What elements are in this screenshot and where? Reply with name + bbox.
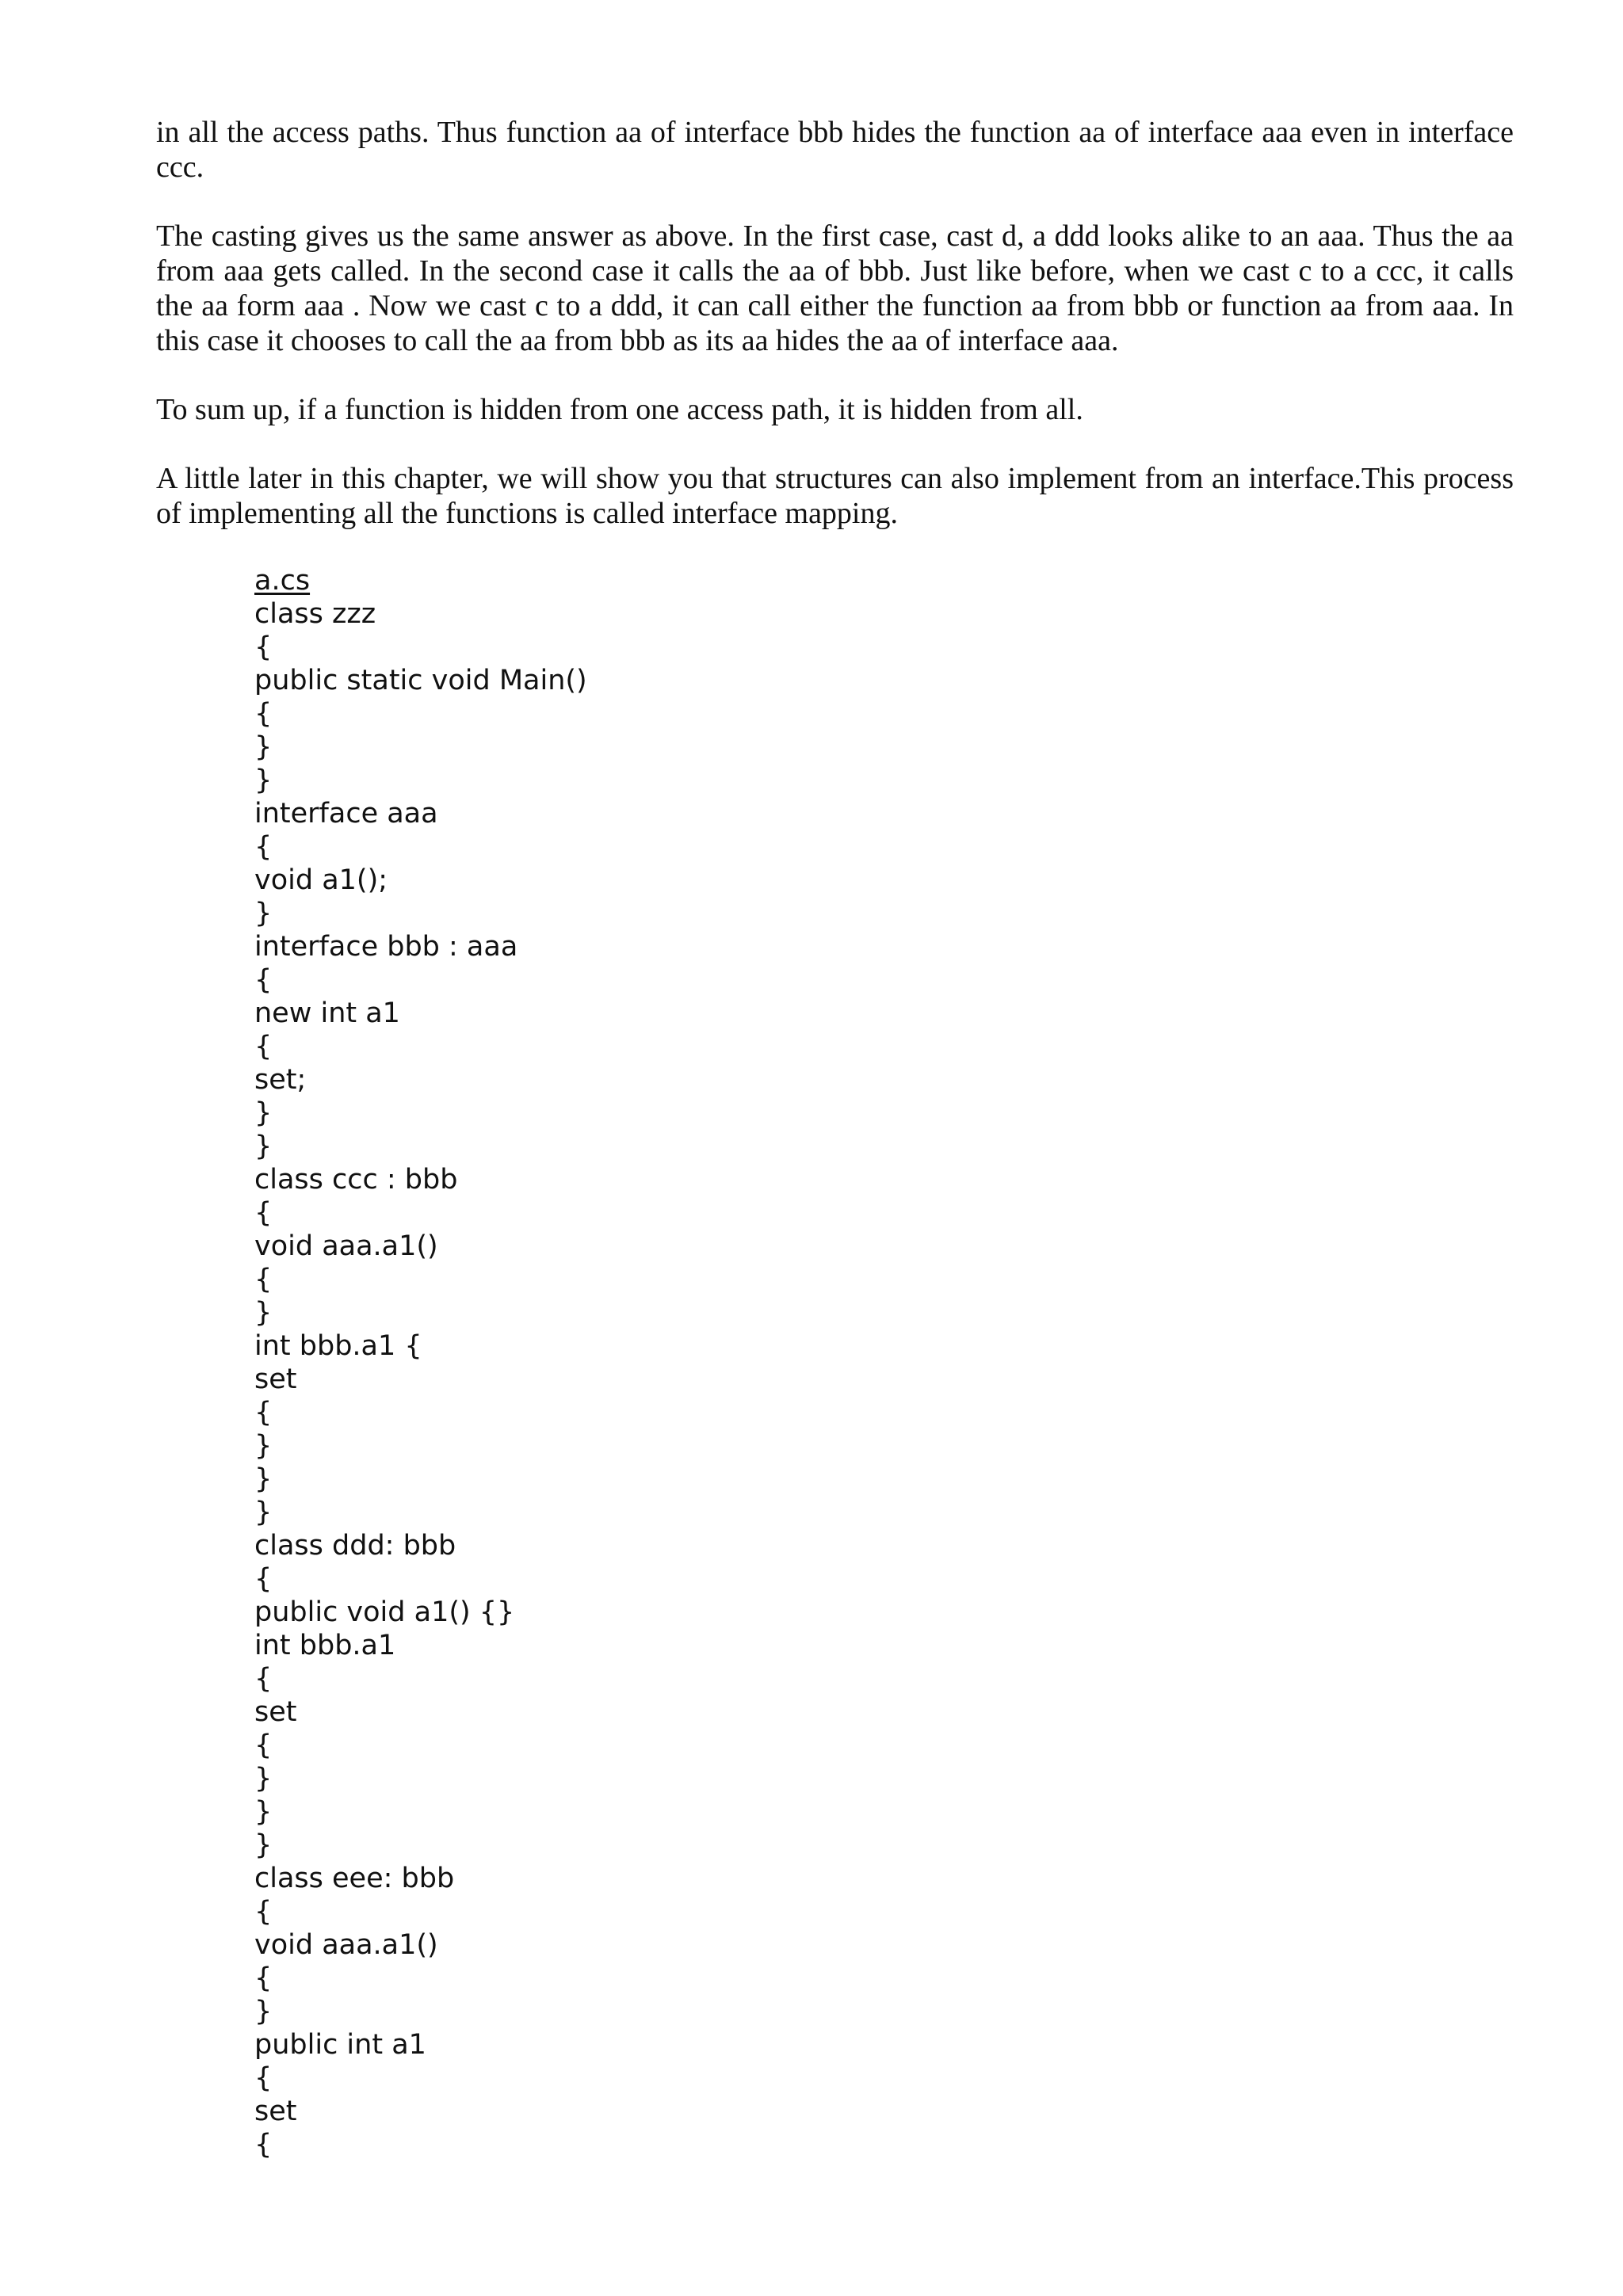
code-listing bbox=[254, 564, 587, 2161]
code-line: int bbb.a1 bbox=[254, 1630, 396, 1661]
document-body bbox=[156, 115, 1514, 565]
code-filename: a.cs bbox=[254, 565, 311, 597]
code-line: } bbox=[254, 1829, 273, 1861]
code-line: { bbox=[254, 1264, 273, 1295]
code-line: new int a1 bbox=[254, 997, 400, 1029]
code-line: } bbox=[254, 1497, 273, 1528]
code-line: } bbox=[254, 731, 273, 763]
code-line: void a1(); bbox=[254, 864, 388, 896]
paragraph-access-paths: in all the access paths. Thus function aa of interface bbb hides the function aa of interface aaa even in interface ccc. bbox=[156, 116, 1514, 184]
code-line: { bbox=[254, 1730, 273, 1761]
code-line: set; bbox=[254, 1064, 307, 1096]
code-line: { bbox=[254, 1663, 273, 1695]
code-line: { bbox=[254, 1962, 273, 1994]
code-line: public static void Main() bbox=[254, 665, 587, 696]
code-line: set bbox=[254, 1696, 297, 1728]
code-line: class zzz bbox=[254, 598, 376, 630]
code-line: } bbox=[254, 1297, 273, 1329]
code-line: class ddd: bbb bbox=[254, 1530, 456, 1562]
code-line: { bbox=[254, 698, 273, 730]
code-line: } bbox=[254, 898, 273, 929]
code-line: { bbox=[254, 2129, 273, 2161]
code-line: { bbox=[254, 1197, 273, 1229]
code-line: void aaa.a1() bbox=[254, 1929, 438, 1961]
code-line: } bbox=[254, 1763, 273, 1794]
code-line: set bbox=[254, 1363, 297, 1395]
code-line: { bbox=[254, 831, 273, 863]
paragraph-casting: The casting gives us the same answer as above. In the first case, cast d, a ddd looks alike to an aaa. Thus the aa from aaa gets called. In the second case it calls the aa of bbb. Just like before, when we cast c to a ccc, it calls the aa form aaa . Now we cast c to a ddd, it can call either the function aa from bbb or function aa from aaa. In this case it chooses to call the aa from bbb as its aa hides the aa of interface aaa. bbox=[156, 219, 1514, 357]
code-line: interface bbb : aaa bbox=[254, 931, 518, 963]
code-line: void aaa.a1() bbox=[254, 1230, 438, 1262]
code-line: } bbox=[254, 1796, 273, 1828]
code-line: { bbox=[254, 1896, 273, 1928]
code-line: int bbb.a1 { bbox=[254, 1330, 422, 1362]
code-line: } bbox=[254, 765, 273, 796]
code-line: { bbox=[254, 2062, 273, 2094]
code-line: } bbox=[254, 1131, 273, 1162]
code-line: } bbox=[254, 1430, 273, 1462]
code-line: public int a1 bbox=[254, 2029, 426, 2061]
code-line: class ccc : bbb bbox=[254, 1164, 458, 1196]
code-line: set bbox=[254, 2096, 297, 2127]
code-line: { bbox=[254, 631, 273, 663]
code-line: } bbox=[254, 1463, 273, 1495]
paragraph-summary: To sum up, if a function is hidden from one access path, it is hidden from all. bbox=[156, 393, 1083, 426]
code-line: { bbox=[254, 964, 273, 996]
code-line: { bbox=[254, 1397, 273, 1428]
code-line: class eee: bbb bbox=[254, 1863, 455, 1894]
code-line: { bbox=[254, 1031, 273, 1062]
code-line: } bbox=[254, 1097, 273, 1129]
code-line: interface aaa bbox=[254, 798, 438, 830]
code-line: } bbox=[254, 1996, 273, 2027]
code-line: public void a1() {} bbox=[254, 1596, 515, 1628]
code-line: { bbox=[254, 1563, 273, 1595]
paragraph-interface-mapping: A little later in this chapter, we will show you that structures can also implement from an interface.This process of implementing all the functions is called interface mapping. bbox=[156, 462, 1514, 530]
